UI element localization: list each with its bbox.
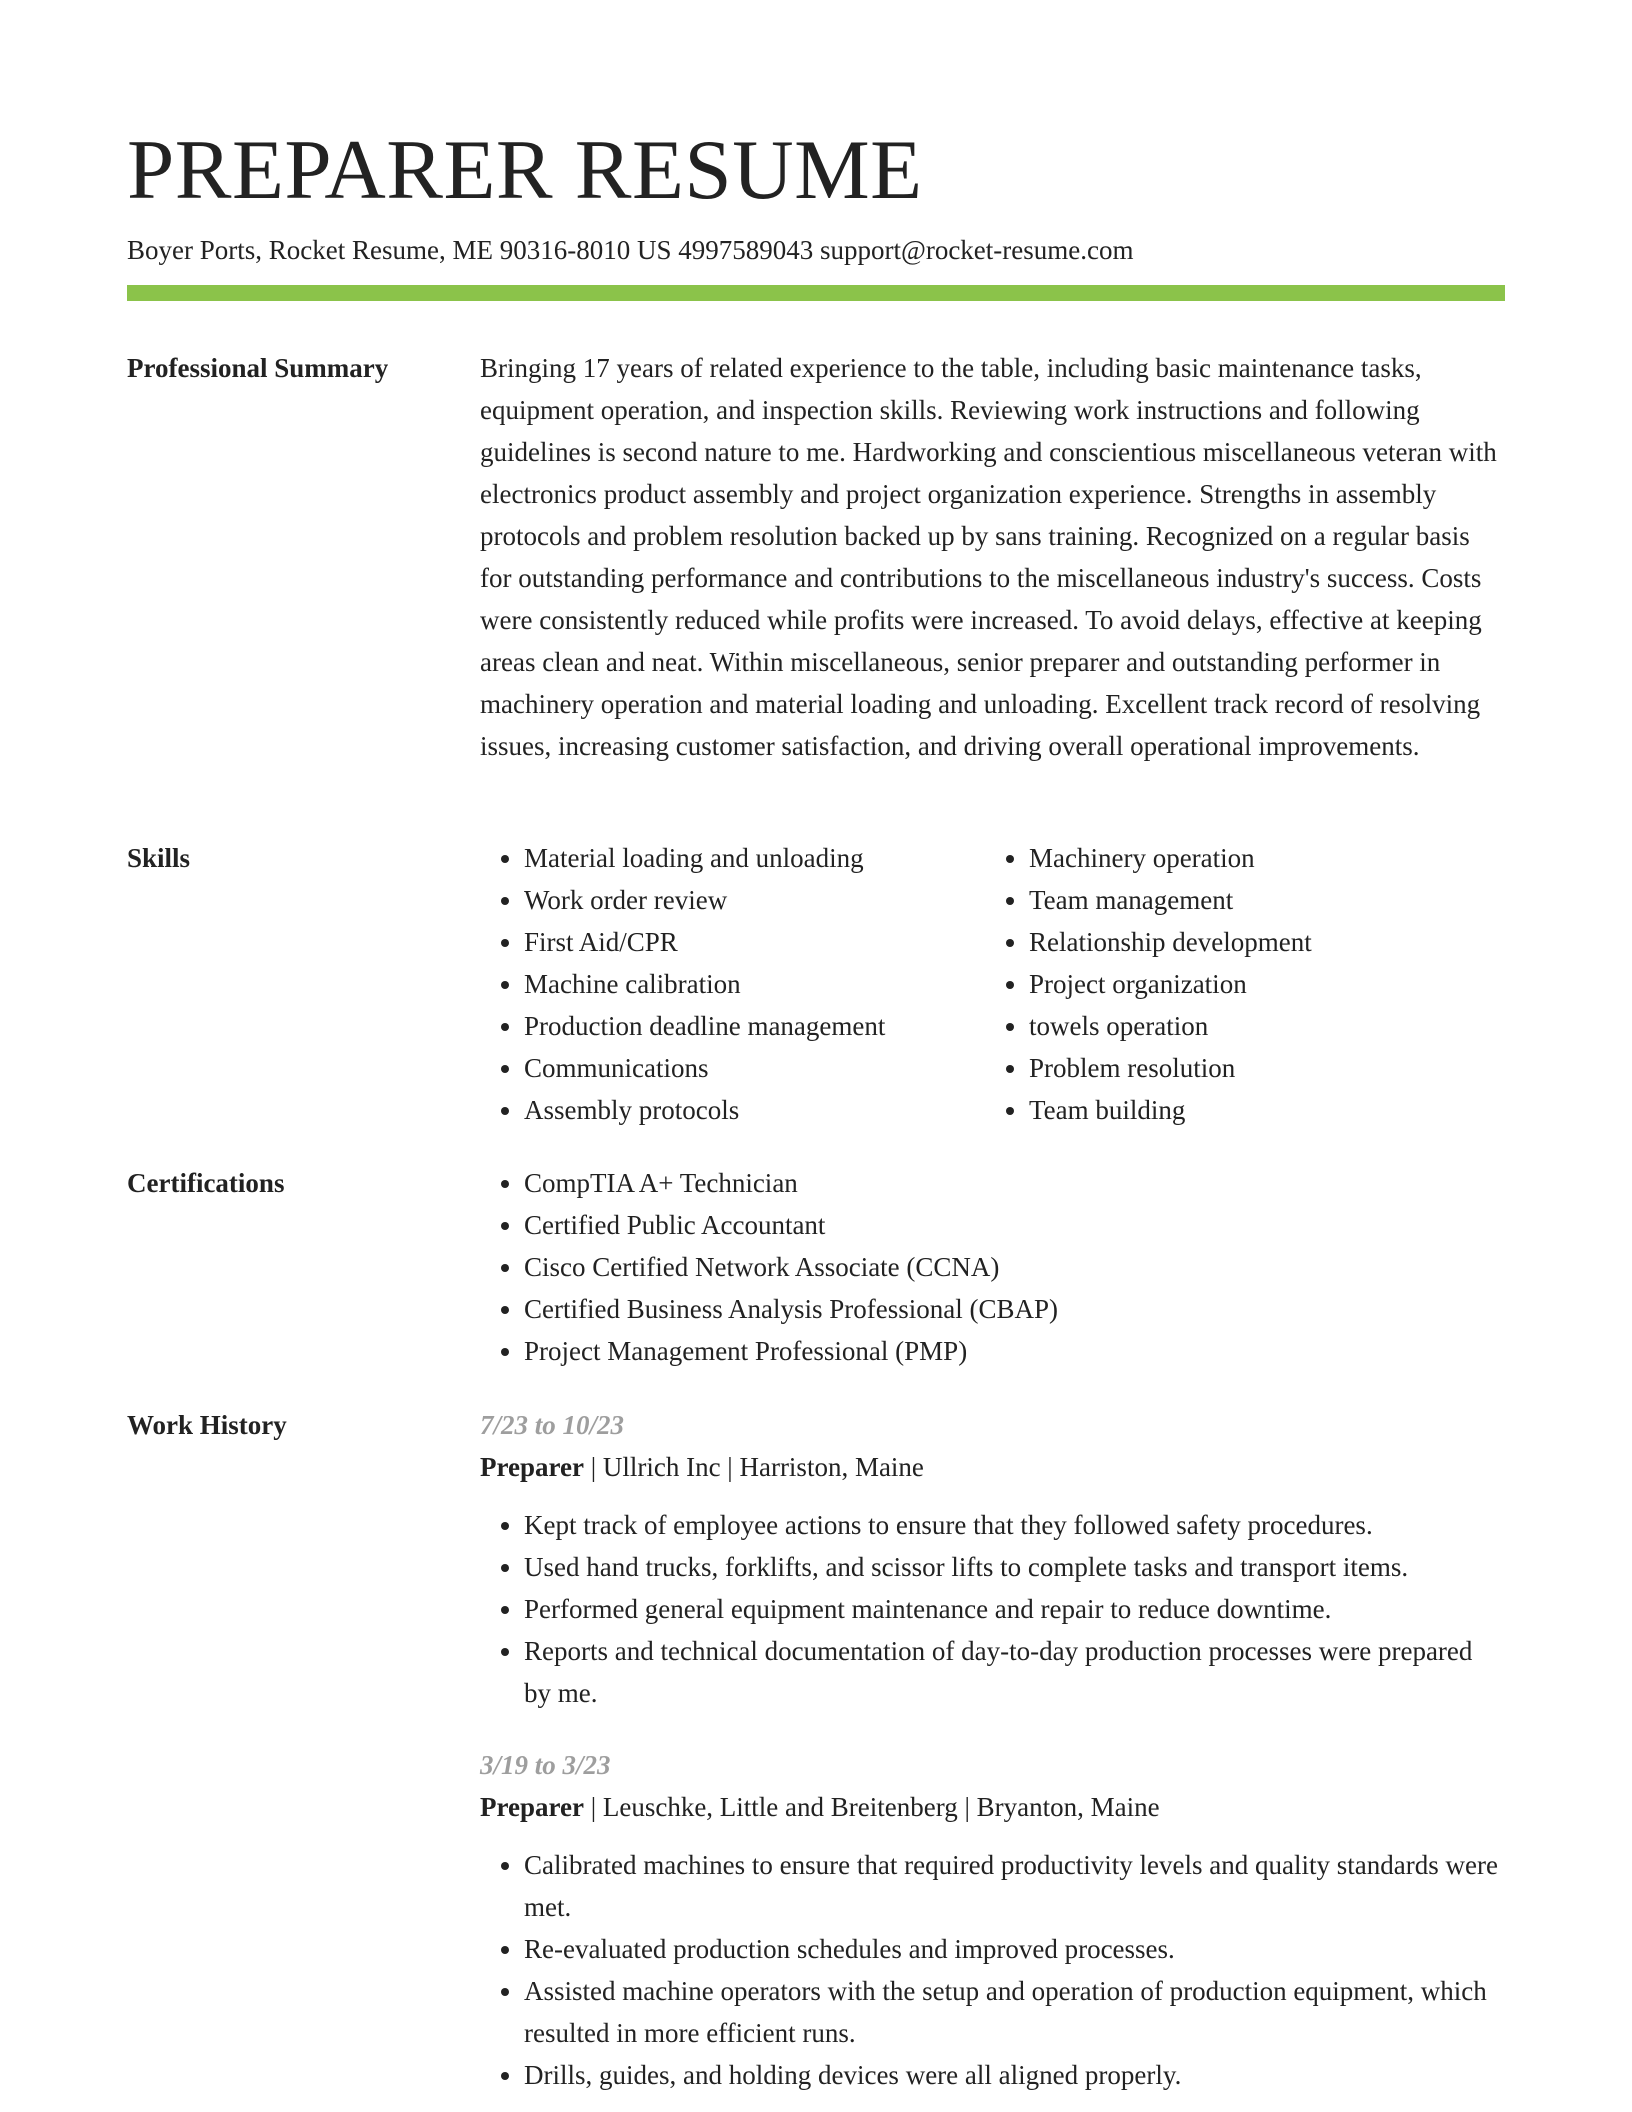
- contact-line: Boyer Ports, Rocket Resume, ME 90316-8010 US 4997589043 support@rocket-resume.com: [127, 235, 1134, 265]
- section-label-work-history: Work History: [127, 1410, 287, 1440]
- job-bullet: • Used hand trucks, forklifts, and scissor lifts to complete tasks and transport items.: [524, 1546, 1505, 1588]
- skill-item: • Problem resolution: [1029, 1047, 1489, 1089]
- skill-item: • Assembly protocols: [524, 1089, 984, 1131]
- job-dates: 3/19 to 3/23: [480, 1750, 611, 1780]
- section-label-certifications: Certifications: [127, 1168, 285, 1198]
- job-bullet: • Assisted machine operators with the setup and operation of production equipment, which resulted in more efficient runs.: [524, 1970, 1505, 2054]
- certifications-list: [480, 1162, 1505, 1372]
- skill-item: • First Aid/CPR: [524, 921, 984, 963]
- job-title: Preparer: [480, 1792, 584, 1822]
- header-divider: [127, 285, 1505, 301]
- work-history-body: [480, 1404, 1505, 2096]
- job-bullets: [480, 1504, 1505, 1714]
- resume-title: PREPARER RESUME: [127, 123, 923, 217]
- skill-item: • Work order review: [524, 879, 984, 921]
- skill-item: • towels operation: [1029, 1005, 1489, 1047]
- job-heading: [480, 1446, 1505, 1488]
- certification-item: • Certified Business Analysis Professional (CBAP): [524, 1288, 1505, 1330]
- job-bullet: • Kept track of employee actions to ensure that they followed safety procedures.: [524, 1504, 1505, 1546]
- section-label-summary: Professional Summary: [127, 353, 389, 383]
- certification-item: • Certified Public Accountant: [524, 1204, 1505, 1246]
- skills-list-right: [984, 837, 1489, 1131]
- job-employer-location: | Ullrich Inc | Harriston, Maine: [583, 1452, 924, 1482]
- job-bullet: • Performed general equipment maintenance and repair to reduce downtime.: [524, 1588, 1505, 1630]
- skill-item: • Team building: [1029, 1089, 1489, 1131]
- job-bullet: • Calibrated machines to ensure that required productivity levels and quality standards were met.: [524, 1844, 1505, 1928]
- skill-item: • Relationship development: [1029, 921, 1489, 963]
- job-bullet: • Re-evaluated production schedules and improved processes.: [524, 1928, 1505, 1970]
- job-bullet: • Reports and technical documentation of day-to-day production processes were prepared by me.: [524, 1630, 1505, 1714]
- summary-text: Bringing 17 years of related experience to the table, including basic maintenance tasks, equipment operation, and inspection skills. Reviewing work instructions and following guidelines is second nature to me. Hardworking and conscientious miscellaneous veteran with electronics product assembly and project organization experience. Strengths in assembly protocols and problem resolution backed up by sans training. Recognized on a regular basis for outstanding performance and contributions to the miscellaneous industry's success. Costs were consistently reduced while profits were increased. To avoid delays, effective at keeping areas clean and neat. Within miscellaneous, senior preparer and outstanding performer in machinery operation and material loading and unloading. Excellent track record of resolving issues, increasing customer satisfaction, and driving overall operational improvements.: [480, 353, 1497, 761]
- job-heading: [480, 1786, 1505, 1828]
- skill-item: • Material loading and unloading: [524, 837, 984, 879]
- certifications-body: [480, 1162, 1505, 1372]
- skill-item: • Project organization: [1029, 963, 1489, 1005]
- skill-item: • Production deadline management: [524, 1005, 984, 1047]
- certification-item: • Project Management Professional (PMP): [524, 1330, 1505, 1372]
- skill-item: • Communications: [524, 1047, 984, 1089]
- job-title: Preparer: [480, 1452, 584, 1482]
- certification-item: • Cisco Certified Network Associate (CCNA): [524, 1246, 1505, 1288]
- job-entry: [480, 1744, 1505, 2096]
- job-bullet: • Drills, guides, and holding devices were all aligned properly.: [524, 2054, 1505, 2096]
- skill-item: • Machinery operation: [1029, 837, 1489, 879]
- job-employer-location: | Leuschke, Little and Breitenberg | Bryanton, Maine: [583, 1792, 1160, 1822]
- job-dates: 7/23 to 10/23: [480, 1410, 625, 1440]
- summary-body: [480, 347, 1505, 767]
- certification-item: • CompTIA A+ Technician: [524, 1162, 1505, 1204]
- skills-grid: [480, 837, 1505, 1131]
- job-bullets: [480, 1844, 1505, 2096]
- job-entry: [480, 1404, 1505, 1714]
- skill-item: • Machine calibration: [524, 963, 984, 1005]
- skill-item: • Team management: [1029, 879, 1489, 921]
- skills-list-left: [480, 837, 984, 1131]
- section-label-skills: Skills: [127, 843, 191, 873]
